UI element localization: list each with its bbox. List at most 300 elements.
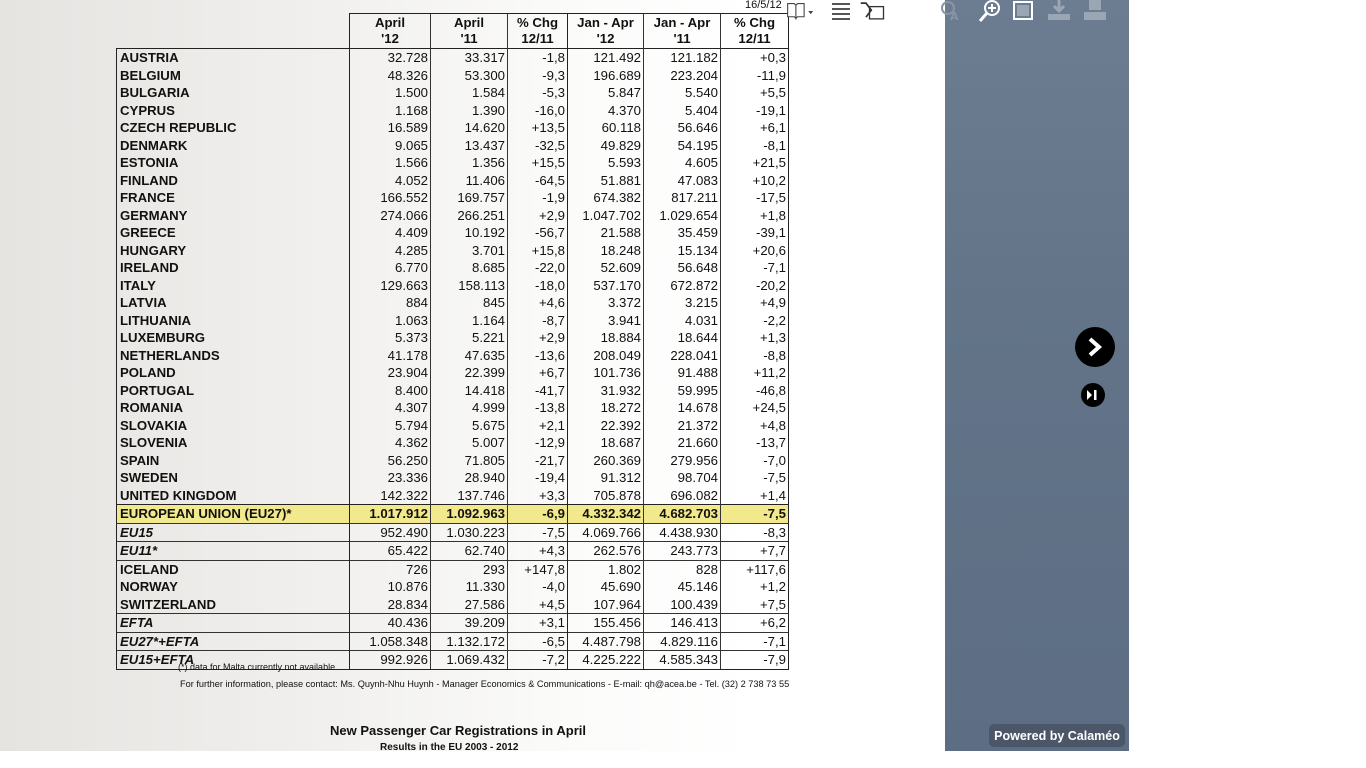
cell-april-11: 10.192 [431, 224, 508, 242]
cell-jan-apr-11: 672.872 [644, 277, 721, 295]
text-search-icon[interactable] [937, 0, 965, 22]
cell-april-11: 13.437 [431, 137, 508, 155]
cell-chg-ytd: +7,7 [721, 542, 789, 561]
cell-chg-month: +3,3 [508, 487, 568, 505]
cell-chg-ytd: -7,1 [721, 259, 789, 277]
cell-chg-ytd: -20,2 [721, 277, 789, 295]
last-page-icon [1086, 389, 1100, 401]
table-row [117, 154, 789, 172]
cell-chg-month: -64,5 [508, 172, 568, 190]
country-name: UNITED KINGDOM [117, 487, 350, 505]
cell-chg-month: -56,7 [508, 224, 568, 242]
country-name: AUSTRIA [117, 49, 350, 67]
table-row [117, 259, 789, 277]
cell-jan-apr-11: 223.204 [644, 67, 721, 85]
cell-april-11: 5.675 [431, 417, 508, 435]
cell-jan-apr-12: 4.069.766 [568, 523, 644, 542]
cell-jan-apr-11: 146.413 [644, 614, 721, 633]
print-icon[interactable] [1081, 0, 1109, 22]
cell-jan-apr-12: 91.312 [568, 469, 644, 487]
cell-april-12: 884 [350, 294, 431, 312]
cell-april-11: 137.746 [431, 487, 508, 505]
cell-jan-apr-11: 828 [644, 560, 721, 578]
cell-april-12: 16.589 [350, 119, 431, 137]
country-name: EU15 [117, 523, 350, 542]
cell-jan-apr-12: 31.932 [568, 382, 644, 400]
cell-april-12: 142.322 [350, 487, 431, 505]
cell-jan-apr-12: 121.492 [568, 49, 644, 67]
country-name: CZECH REPUBLIC [117, 119, 350, 137]
cell-chg-month: -7,2 [508, 651, 568, 670]
cell-chg-month: +4,3 [508, 542, 568, 561]
cell-chg-ytd: +4,8 [721, 417, 789, 435]
table-row [117, 84, 789, 102]
cell-chg-month: -9,3 [508, 67, 568, 85]
share-icon[interactable] [859, 0, 887, 22]
cell-april-12: 56.250 [350, 452, 431, 470]
cell-jan-apr-11: 4.829.116 [644, 632, 721, 651]
country-name: BELGIUM [117, 67, 350, 85]
table-row [117, 542, 789, 561]
country-name: EUROPEAN UNION (EU27)* [117, 505, 350, 524]
table-row [117, 102, 789, 120]
cell-jan-apr-12: 5.593 [568, 154, 644, 172]
cell-jan-apr-11: 4.031 [644, 312, 721, 330]
cell-chg-ytd: +1,3 [721, 329, 789, 347]
cell-april-11: 845 [431, 294, 508, 312]
cell-april-11: 11.406 [431, 172, 508, 190]
table-row [117, 505, 789, 524]
download-icon[interactable] [1045, 0, 1073, 22]
cell-april-11: 8.685 [431, 259, 508, 277]
cell-chg-ytd: -13,7 [721, 434, 789, 452]
cell-chg-ytd: +117,6 [721, 560, 789, 578]
cell-chg-month: -5,3 [508, 84, 568, 102]
country-name: ICELAND [117, 560, 350, 578]
cell-april-12: 8.400 [350, 382, 431, 400]
country-name: ROMANIA [117, 399, 350, 417]
cell-chg-month: -32,5 [508, 137, 568, 155]
cell-april-11: 27.586 [431, 596, 508, 614]
cell-april-12: 1.168 [350, 102, 431, 120]
cell-jan-apr-12: 52.609 [568, 259, 644, 277]
country-name: BULGARIA [117, 84, 350, 102]
table-row [117, 364, 789, 382]
cell-april-12: 5.794 [350, 417, 431, 435]
cell-chg-month: -21,7 [508, 452, 568, 470]
cell-jan-apr-11: 18.644 [644, 329, 721, 347]
cell-chg-month: +4,5 [508, 596, 568, 614]
cell-jan-apr-12: 21.588 [568, 224, 644, 242]
contact-info: For further information, please contact: Ms. Quynh-Nhu Huynh - Manager Economics & Communications - E-mail: qh@acea.be - Tel. (32) 2 738 73 55 [180, 679, 790, 689]
table-row [117, 523, 789, 542]
cell-chg-month: -13,8 [508, 399, 568, 417]
cell-chg-month: +2,9 [508, 207, 568, 225]
country-name: SWEDEN [117, 469, 350, 487]
cell-chg-month: +15,5 [508, 154, 568, 172]
country-name: SPAIN [117, 452, 350, 470]
table-row [117, 312, 789, 330]
cell-chg-ytd: +4,9 [721, 294, 789, 312]
cell-april-11: 14.620 [431, 119, 508, 137]
cell-april-11: 53.300 [431, 67, 508, 85]
cell-chg-ytd: -8,3 [721, 523, 789, 542]
cell-chg-month: -13,6 [508, 347, 568, 365]
cell-april-12: 48.326 [350, 67, 431, 85]
cell-april-11: 28.940 [431, 469, 508, 487]
cell-chg-month: -7,5 [508, 523, 568, 542]
cell-jan-apr-11: 4.438.930 [644, 523, 721, 542]
cell-april-12: 4.362 [350, 434, 431, 452]
cell-chg-month: +2,1 [508, 417, 568, 435]
cell-jan-apr-12: 18.272 [568, 399, 644, 417]
cell-april-11: 1.356 [431, 154, 508, 172]
cell-april-12: 1.500 [350, 84, 431, 102]
cell-chg-ytd: -17,5 [721, 189, 789, 207]
cell-jan-apr-11: 54.195 [644, 137, 721, 155]
cell-chg-ytd: -7,5 [721, 469, 789, 487]
country-name: NORWAY [117, 578, 350, 596]
table-row [117, 137, 789, 155]
cell-jan-apr-12: 107.964 [568, 596, 644, 614]
table-row [117, 49, 789, 67]
table-row [117, 596, 789, 614]
country-name: LUXEMBURG [117, 329, 350, 347]
zoom-in-icon[interactable] [976, 0, 1004, 22]
cell-chg-ytd: +6,2 [721, 614, 789, 633]
cell-jan-apr-12: 262.576 [568, 542, 644, 561]
header-jan-apr-11: Jan - Apr '11 [644, 14, 721, 49]
header-chg-ytd: % Chg 12/11 [721, 14, 789, 49]
cell-jan-apr-12: 705.878 [568, 487, 644, 505]
country-name: SWITZERLAND [117, 596, 350, 614]
cell-jan-apr-12: 18.884 [568, 329, 644, 347]
cell-chg-ytd: +0,3 [721, 49, 789, 67]
country-name: EU15+EFTA [117, 651, 350, 670]
cell-april-11: 266.251 [431, 207, 508, 225]
cell-april-11: 293 [431, 560, 508, 578]
cell-jan-apr-12: 18.687 [568, 434, 644, 452]
cell-april-12: 28.834 [350, 596, 431, 614]
cell-april-12: 65.422 [350, 542, 431, 561]
cell-april-12: 1.017.912 [350, 505, 431, 524]
country-name: POLAND [117, 364, 350, 382]
cell-april-12: 166.552 [350, 189, 431, 207]
cell-jan-apr-11: 121.182 [644, 49, 721, 67]
cell-jan-apr-12: 49.829 [568, 137, 644, 155]
cell-april-12: 5.373 [350, 329, 431, 347]
cell-chg-month: -22,0 [508, 259, 568, 277]
cell-april-11: 1.030.223 [431, 523, 508, 542]
cell-april-11: 1.069.432 [431, 651, 508, 670]
country-name: FINLAND [117, 172, 350, 190]
cell-april-11: 71.805 [431, 452, 508, 470]
cell-chg-ytd: -46,8 [721, 382, 789, 400]
table-row [117, 560, 789, 578]
cell-chg-ytd: +11,2 [721, 364, 789, 382]
cell-april-12: 4.052 [350, 172, 431, 190]
last-page-button[interactable] [1081, 383, 1105, 407]
cell-jan-apr-12: 3.941 [568, 312, 644, 330]
cell-jan-apr-11: 15.134 [644, 242, 721, 260]
cell-jan-apr-11: 35.459 [644, 224, 721, 242]
fullscreen-icon[interactable] [1009, 0, 1037, 22]
cell-chg-ytd: +20,6 [721, 242, 789, 260]
cell-april-12: 32.728 [350, 49, 431, 67]
cell-jan-apr-11: 47.083 [644, 172, 721, 190]
country-name: DENMARK [117, 137, 350, 155]
country-name: HUNGARY [117, 242, 350, 260]
footnote: (*) data for Malta currently not available. [178, 662, 338, 672]
cell-chg-ytd: +1,8 [721, 207, 789, 225]
cell-jan-apr-11: 56.646 [644, 119, 721, 137]
cell-chg-ytd: +21,5 [721, 154, 789, 172]
cell-jan-apr-11: 59.995 [644, 382, 721, 400]
cell-april-12: 129.663 [350, 277, 431, 295]
cell-jan-apr-11: 100.439 [644, 596, 721, 614]
country-name: LATVIA [117, 294, 350, 312]
table-row [117, 578, 789, 596]
cell-april-12: 6.770 [350, 259, 431, 277]
cell-jan-apr-11: 56.648 [644, 259, 721, 277]
table-row [117, 632, 789, 651]
country-name: SLOVAKIA [117, 417, 350, 435]
cell-jan-apr-12: 22.392 [568, 417, 644, 435]
cell-jan-apr-11: 45.146 [644, 578, 721, 596]
cell-chg-ytd: +1,2 [721, 578, 789, 596]
cell-chg-ytd: +6,1 [721, 119, 789, 137]
table-row [117, 399, 789, 417]
cell-april-11: 5.221 [431, 329, 508, 347]
cell-jan-apr-12: 1.802 [568, 560, 644, 578]
cell-chg-month: -1,9 [508, 189, 568, 207]
cell-jan-apr-12: 196.689 [568, 67, 644, 85]
cell-chg-ytd: -7,0 [721, 452, 789, 470]
cell-chg-ytd: +5,5 [721, 84, 789, 102]
cell-jan-apr-12: 260.369 [568, 452, 644, 470]
cell-chg-ytd: +10,2 [721, 172, 789, 190]
cell-jan-apr-12: 4.225.222 [568, 651, 644, 670]
cell-april-12: 9.065 [350, 137, 431, 155]
country-name: CYPRUS [117, 102, 350, 120]
view-mode-icon[interactable] [786, 0, 814, 22]
next-page-button[interactable] [1075, 327, 1115, 367]
cell-jan-apr-11: 91.488 [644, 364, 721, 382]
cell-april-12: 726 [350, 560, 431, 578]
cell-jan-apr-12: 45.690 [568, 578, 644, 596]
table-row [117, 294, 789, 312]
cell-april-11: 169.757 [431, 189, 508, 207]
cell-april-11: 14.418 [431, 382, 508, 400]
table-row [117, 224, 789, 242]
cell-chg-ytd: -7,9 [721, 651, 789, 670]
date-stamp: 16/5/12 [745, 0, 782, 11]
table-row [117, 277, 789, 295]
cell-jan-apr-11: 14.678 [644, 399, 721, 417]
table-row [117, 189, 789, 207]
cell-jan-apr-12: 155.456 [568, 614, 644, 633]
cell-chg-month: -1,8 [508, 49, 568, 67]
cell-chg-month: +4,6 [508, 294, 568, 312]
table-row [117, 487, 789, 505]
cell-april-12: 4.409 [350, 224, 431, 242]
cell-jan-apr-11: 243.773 [644, 542, 721, 561]
cell-jan-apr-11: 817.211 [644, 189, 721, 207]
country-name: ITALY [117, 277, 350, 295]
country-name: FRANCE [117, 189, 350, 207]
country-name: SLOVENIA [117, 434, 350, 452]
cell-jan-apr-11: 3.215 [644, 294, 721, 312]
country-name: GERMANY [117, 207, 350, 225]
table-body [117, 49, 789, 670]
powered-by-badge[interactable]: Powered by Calaméo [989, 724, 1125, 747]
cell-april-11: 11.330 [431, 578, 508, 596]
cell-april-12: 1.063 [350, 312, 431, 330]
svg-text:A: A [950, 10, 959, 22]
cell-chg-month: -19,4 [508, 469, 568, 487]
next-page-title: New Passenger Car Registrations in April [330, 723, 586, 738]
cell-chg-ytd: +1,4 [721, 487, 789, 505]
side-panel [945, 0, 1129, 751]
country-name: NETHERLANDS [117, 347, 350, 365]
cell-april-11: 1.164 [431, 312, 508, 330]
cell-jan-apr-12: 4.332.342 [568, 505, 644, 524]
cell-jan-apr-11: 696.082 [644, 487, 721, 505]
cell-chg-month: -6,5 [508, 632, 568, 651]
cell-chg-month: +3,1 [508, 614, 568, 633]
cell-jan-apr-11: 228.041 [644, 347, 721, 365]
cell-chg-month: +2,9 [508, 329, 568, 347]
table-row [117, 469, 789, 487]
country-name: PORTUGAL [117, 382, 350, 400]
cell-april-12: 1.058.348 [350, 632, 431, 651]
header-april-12: April '12 [350, 14, 431, 49]
cell-april-12: 40.436 [350, 614, 431, 633]
cell-jan-apr-11: 279.956 [644, 452, 721, 470]
cell-chg-month: +147,8 [508, 560, 568, 578]
cell-chg-month: -12,9 [508, 434, 568, 452]
cell-chg-month: +15,8 [508, 242, 568, 260]
cell-jan-apr-12: 60.118 [568, 119, 644, 137]
cell-april-11: 4.999 [431, 399, 508, 417]
cell-chg-month: +13,5 [508, 119, 568, 137]
cell-april-11: 158.113 [431, 277, 508, 295]
country-name: EFTA [117, 614, 350, 633]
cell-jan-apr-12: 537.170 [568, 277, 644, 295]
cell-jan-apr-12: 3.372 [568, 294, 644, 312]
cell-april-12: 1.566 [350, 154, 431, 172]
cell-chg-ytd: -39,1 [721, 224, 789, 242]
country-name: ESTONIA [117, 154, 350, 172]
cell-april-12: 23.904 [350, 364, 431, 382]
cell-jan-apr-11: 5.540 [644, 84, 721, 102]
cell-jan-apr-12: 208.049 [568, 347, 644, 365]
cell-chg-ytd: -7,1 [721, 632, 789, 651]
cell-jan-apr-12: 4.487.798 [568, 632, 644, 651]
cell-jan-apr-11: 5.404 [644, 102, 721, 120]
cell-chg-ytd: -11,9 [721, 67, 789, 85]
next-page-subtitle: Results in the EU 2003 - 2012 [380, 742, 519, 751]
country-name: EU27*+EFTA [117, 632, 350, 651]
cell-jan-apr-11: 21.372 [644, 417, 721, 435]
table-row [117, 434, 789, 452]
cell-jan-apr-11: 21.660 [644, 434, 721, 452]
cell-april-12: 23.336 [350, 469, 431, 487]
registrations-table [116, 13, 789, 670]
country-name: LITHUANIA [117, 312, 350, 330]
cell-jan-apr-11: 4.605 [644, 154, 721, 172]
cell-chg-ytd: -8,8 [721, 347, 789, 365]
cell-chg-ytd: -7,5 [721, 505, 789, 524]
cell-chg-month: +6,7 [508, 364, 568, 382]
table-row [117, 119, 789, 137]
cell-jan-apr-11: 1.029.654 [644, 207, 721, 225]
table-header-row [117, 14, 789, 49]
cell-jan-apr-12: 674.382 [568, 189, 644, 207]
header-april-11: April '11 [431, 14, 508, 49]
header-empty [117, 14, 350, 49]
cell-april-12: 992.926 [350, 651, 431, 670]
cell-chg-month: -41,7 [508, 382, 568, 400]
cell-april-11: 47.635 [431, 347, 508, 365]
cell-chg-month: -16,0 [508, 102, 568, 120]
cell-jan-apr-12: 1.047.702 [568, 207, 644, 225]
table-row [117, 417, 789, 435]
cell-april-11: 5.007 [431, 434, 508, 452]
cell-jan-apr-12: 101.736 [568, 364, 644, 382]
cell-april-11: 22.399 [431, 364, 508, 382]
country-name: EU11* [117, 542, 350, 561]
cell-jan-apr-11: 4.585.343 [644, 651, 721, 670]
cell-chg-ytd: -2,2 [721, 312, 789, 330]
country-name: IRELAND [117, 259, 350, 277]
cell-chg-ytd: -19,1 [721, 102, 789, 120]
table-row [117, 614, 789, 633]
table-row [117, 207, 789, 225]
cell-april-12: 4.285 [350, 242, 431, 260]
cell-april-11: 1.584 [431, 84, 508, 102]
cell-chg-ytd: +24,5 [721, 399, 789, 417]
cell-jan-apr-12: 4.370 [568, 102, 644, 120]
cell-april-12: 10.876 [350, 578, 431, 596]
cell-april-11: 1.092.963 [431, 505, 508, 524]
cell-chg-month: -4,0 [508, 578, 568, 596]
cell-chg-month: -6,9 [508, 505, 568, 524]
cell-jan-apr-11: 98.704 [644, 469, 721, 487]
table-row [117, 382, 789, 400]
cell-april-12: 41.178 [350, 347, 431, 365]
table-row [117, 172, 789, 190]
cell-april-11: 1.390 [431, 102, 508, 120]
cell-chg-ytd: -8,1 [721, 137, 789, 155]
header-chg-month: % Chg 12/11 [508, 14, 568, 49]
header-jan-apr-12: Jan - Apr '12 [568, 14, 644, 49]
cell-april-11: 1.132.172 [431, 632, 508, 651]
list-icon[interactable] [827, 0, 855, 22]
cell-april-11: 62.740 [431, 542, 508, 561]
cell-april-12: 274.066 [350, 207, 431, 225]
cell-chg-month: -8,7 [508, 312, 568, 330]
table-row [117, 329, 789, 347]
cell-april-11: 3.701 [431, 242, 508, 260]
table-row [117, 347, 789, 365]
cell-april-11: 33.317 [431, 49, 508, 67]
cell-chg-month: -18,0 [508, 277, 568, 295]
cell-jan-apr-12: 5.847 [568, 84, 644, 102]
cell-jan-apr-11: 4.682.703 [644, 505, 721, 524]
cell-jan-apr-12: 51.881 [568, 172, 644, 190]
cell-chg-ytd: +7,5 [721, 596, 789, 614]
